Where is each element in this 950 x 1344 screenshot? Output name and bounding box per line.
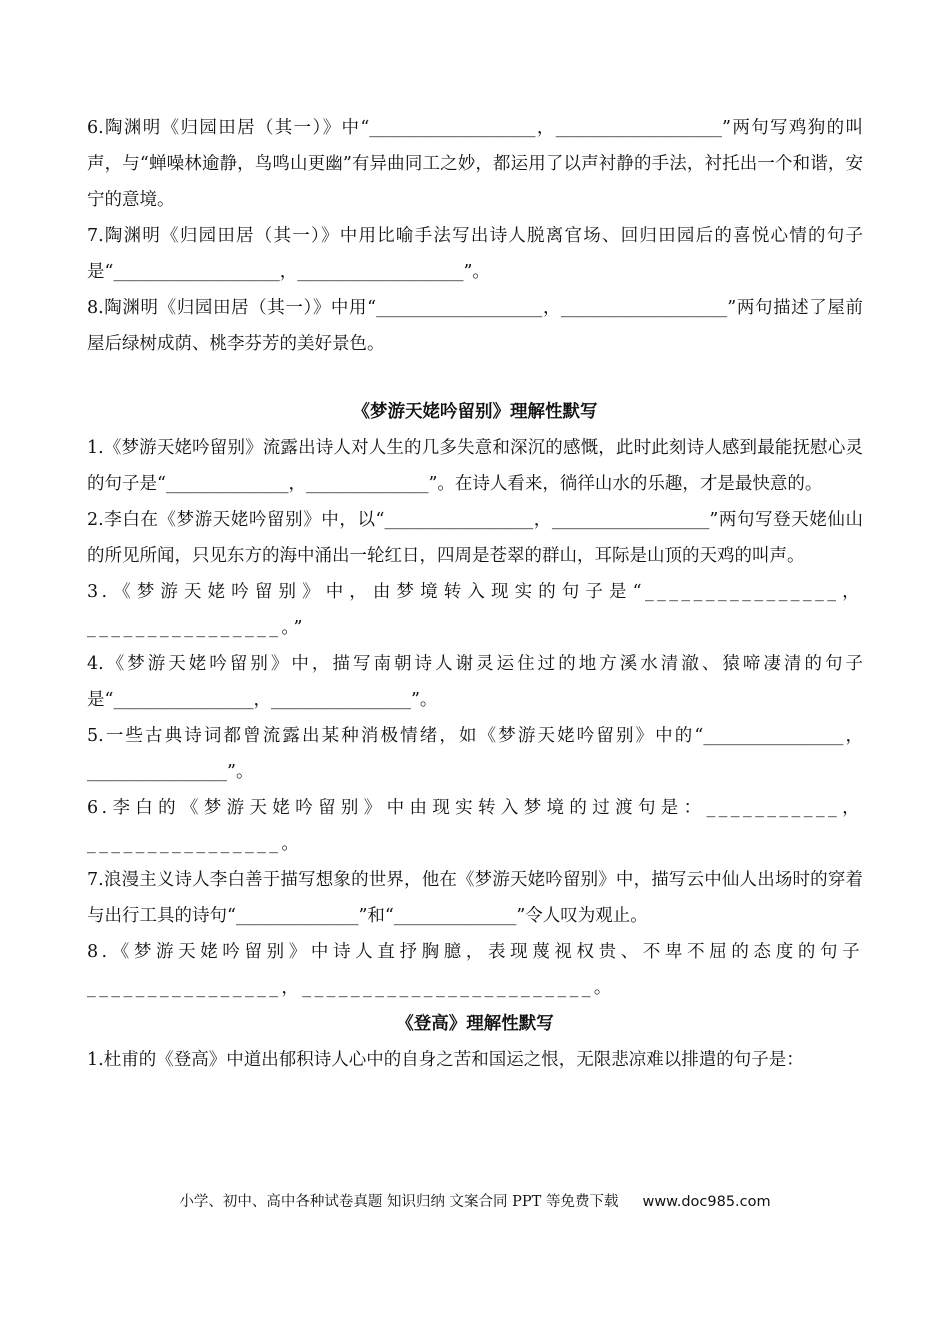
footer-link[interactable]: www.doc985.com <box>642 1194 771 1210</box>
question-mengyou-2: 2.李白在《梦游天姥吟留别》中，以“_________________，__________________”两句写登天姥仙山的所见所闻，只见东方的海中涌出一轮红日，四周是苍翠的群山，耳际是山顶的天鸡的叫声。 <box>87 510 863 566</box>
footer-text: 小学、初中、高中各种试卷真题 知识归纳 文案合同 PPT 等免费下载 <box>179 1194 619 1210</box>
section-title-denggao: 《登高》理解性默写 <box>396 1014 554 1034</box>
question-mengyou-6: 6.李白的《梦游天姥吟留别》中由现实转入梦境的过渡句是：___________，________________。 <box>87 798 863 854</box>
question-guiyuan-8: 8.陶渊明《归园田居（其一）》中用“___________________，___________________”两句描述了屋前屋后绿树成荫、桃李芬芳的美好景色。 <box>87 298 863 354</box>
question-mengyou-8: 8.《梦游天姥吟留别》中诗人直抒胸臆，表现蔑视权贵、不卑不屈的态度的句子________________，________________________。 <box>87 942 863 998</box>
question-mengyou-7: 7.浪漫主义诗人李白善于描写想象的世界，他在《梦游天姥吟留别》中，描写云中仙人出场时的穿着与出行工具的诗句“______________”和“______________”令人叹为观止。 <box>87 870 863 926</box>
question-denggao-1: 1.杜甫的《登高》中道出郁积诗人心中的自身之苦和国运之恨，无限悲凉难以排遣的句子是： <box>87 1050 804 1070</box>
question-guiyuan-6: 6.陶渊明《归园田居（其一）》中“___________________，___________________”两句写鸡狗的叫声，与“蝉噪林逾静，鸟鸣山更幽”有异曲同工之妙，都运用了以声衬静的手法，衬托出一个和谐，安宁的意境。 <box>87 118 863 210</box>
question-mengyou-4: 4.《梦游天姥吟留别》中，描写南朝诗人谢灵运住过的地方溪水清澈、猿啼凄清的句子是“________________，________________”。 <box>87 654 863 710</box>
question-guiyuan-7: 7.陶渊明《归园田居（其一）》中用比喻手法写出诗人脱离官场、回归田园后的喜悦心情的句子是“___________________，___________________”。 <box>87 226 863 282</box>
document-body <box>87 110 863 1078</box>
question-mengyou-5: 5.一些古典诗词都曾流露出某种消极情绪，如《梦游天姥吟留别》中的“________________，________________”。 <box>87 726 863 782</box>
question-mengyou-3: 3.《梦游天姥吟留别》中，由梦境转入现实的句子是“________________，________________。” <box>87 582 863 638</box>
section-title-mengyou: 《梦游天姥吟留别》理解性默写 <box>352 402 598 422</box>
page-footer <box>0 1190 950 1211</box>
question-mengyou-1: 1.《梦游天姥吟留别》流露出诗人对人生的几多失意和深沉的感慨，此时此刻诗人感到最能抚慰心灵的句子是“______________，______________”。在诗人看来，徜徉山水的乐趣，才是最快意的。 <box>87 438 863 494</box>
